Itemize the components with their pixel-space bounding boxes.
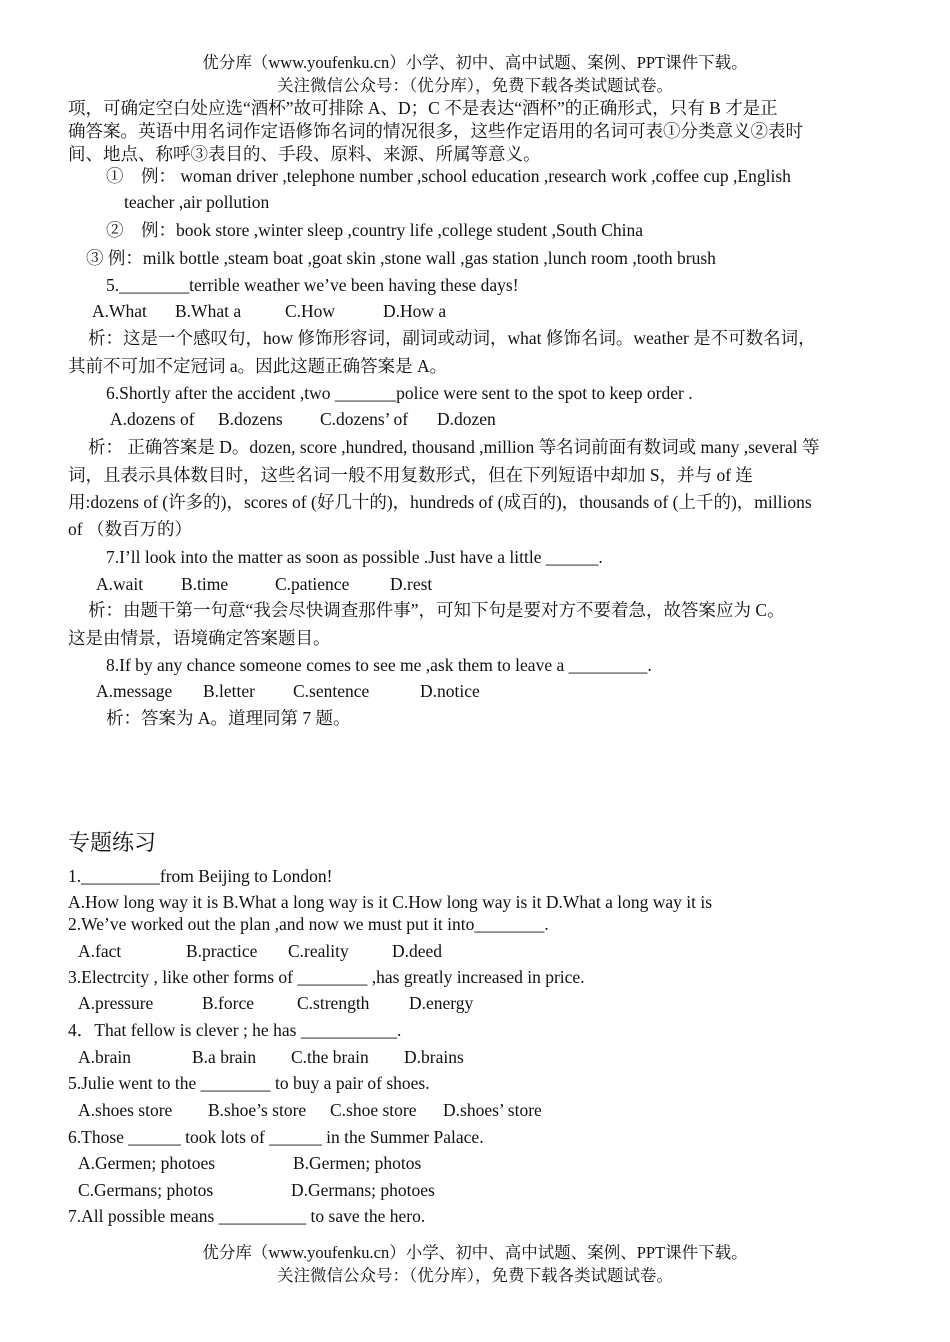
q5-option-d: D.How a	[383, 301, 447, 321]
practice-2-option-d: D.deed	[392, 941, 443, 961]
practice-6-option-b: B.Germen; photos	[293, 1153, 422, 1173]
q7-analysis: 这是由情景，语境确定答案题目。	[68, 628, 331, 648]
practice-title: 专题练习	[68, 831, 157, 856]
practice-4-option-d: D.brains	[404, 1047, 464, 1067]
practice-3-stem: 3.Electrcity , like other forms of ________ ,has greatly increased in price.	[68, 967, 585, 987]
practice-3-option-b: B.force	[202, 993, 254, 1013]
example-line: ① 例： woman driver ,telephone number ,school education ,research work ,coffee cup ,English	[106, 166, 791, 186]
q5-stem: 5.________terrible weather we’ve been having these days!	[106, 275, 519, 295]
practice-7-stem: 7.All possible means __________ to save the hero.	[68, 1206, 426, 1226]
q7-stem: 7.I’ll look into the matter as soon as possible .Just have a little ______.	[106, 547, 603, 567]
practice-1-options: A.How long way it is B.What a long way is it C.How long way is it D.What a long way it is	[68, 892, 713, 912]
q6-option-d: D.dozen	[437, 409, 496, 429]
practice-5-option-d: D.shoes’ store	[443, 1100, 542, 1120]
q6-analysis: 词，且表示具体数目时，这些名词一般不用复数形式，但在下列短语中却加 S，并与 of 连	[68, 465, 753, 485]
practice-2-stem: 2.We’ve worked out the plan ,and now we must put it into________.	[68, 914, 549, 934]
q7-option-c: C.patience	[275, 574, 350, 594]
q6-analysis: 用:dozens of (许多的)，scores of (好几十的)，hundreds of (成百的)，thousands of (上千的)，millions	[68, 492, 812, 512]
example-line: ③ 例：milk bottle ,steam boat ,goat skin ,stone wall ,gas station ,lunch room ,tooth brush	[86, 248, 716, 268]
practice-3-option-a: A.pressure	[78, 993, 154, 1013]
footer-line-1: 优分库（www.youfenku.cn）小学、初中、高中试题、案例、PPT课件下载。	[202, 1243, 748, 1262]
practice-5-option-b: B.shoe’s store	[208, 1100, 307, 1120]
q7-option-a: A.wait	[96, 574, 144, 594]
practice-4-option-c: C.the brain	[291, 1047, 369, 1067]
practice-2-option-a: A.fact	[78, 941, 122, 961]
q6-option-a: A.dozens of	[110, 409, 195, 429]
q6-option-c: C.dozens’ of	[320, 409, 409, 429]
practice-2-option-b: B.practice	[186, 941, 258, 961]
practice-5-stem: 5.Julie went to the ________ to buy a pair of shoes.	[68, 1073, 430, 1093]
practice-6-stem: 6.Those ______ took lots of ______ in the Summer Palace.	[68, 1127, 484, 1147]
header-line-2: 关注微信公众号：（优分库），免费下载各类试题试卷。	[277, 76, 673, 95]
q6-analysis: of （数百万的）	[68, 519, 192, 539]
intro-line: 间、地点、称呼③表目的、手段、原料、来源、所属等意义。	[68, 144, 541, 164]
header-line-1: 优分库（www.youfenku.cn）小学、初中、高中试题、案例、PPT课件下载。	[202, 53, 748, 72]
example-line: teacher ,air pollution	[124, 192, 270, 212]
q8-option-d: D.notice	[420, 681, 480, 701]
q5-option-b: B.What a	[175, 301, 242, 321]
q8-option-a: A.message	[96, 681, 173, 701]
practice-5-option-c: C.shoe store	[330, 1100, 417, 1120]
q7-option-d: D.rest	[390, 574, 433, 594]
q8-option-c: C.sentence	[293, 681, 370, 701]
practice-3-option-d: D.energy	[409, 993, 474, 1013]
q6-analysis: 析： 正确答案是 D。dozen, score ,hundred, thousand ,million 等名词前面有数词或 many ,several 等	[88, 437, 820, 457]
practice-1-stem: 1._________from Beijing to London!	[68, 866, 333, 886]
intro-line: 项，可确定空白处应选“酒杯”故可排除 A、D；C 不是表达“酒杯”的正确形式，只有 B 才是正	[68, 98, 778, 118]
q7-option-b: B.time	[181, 574, 229, 594]
practice-4-option-b: B.a brain	[192, 1047, 257, 1067]
q8-stem: 8.If by any chance someone comes to see me ,ask them to leave a _________.	[106, 655, 652, 675]
q7-analysis: 析：由题干第一句意“我会尽快调查那件事”，可知下句是要对方不要着急，故答案应为 C。	[88, 600, 785, 620]
q5-option-c: C.How	[285, 301, 336, 321]
practice-6-option-d: D.Germans; photoes	[291, 1180, 435, 1200]
practice-5-option-a: A.shoes store	[78, 1100, 173, 1120]
q5-analysis: 析：这是一个感叹句，how 修饰形容词，副词或动词，what 修饰名词。weather 是不可数名词，	[88, 328, 816, 348]
footer-line-2: 关注微信公众号：（优分库），免费下载各类试题试卷。	[277, 1266, 673, 1285]
practice-2-option-c: C.reality	[288, 941, 349, 961]
practice-6-option-c: C.Germans; photos	[78, 1180, 214, 1200]
q8-option-b: B.letter	[203, 681, 255, 701]
q5-analysis: 其前不可加不定冠词 a。因此这题正确答案是 A。	[68, 356, 448, 376]
practice-6-option-a: A.Germen; photoes	[78, 1153, 216, 1173]
q6-stem: 6.Shortly after the accident ,two _______police were sent to the spot to keep order .	[106, 383, 693, 403]
practice-3-option-c: C.strength	[297, 993, 370, 1013]
intro-line: 确答案。英语中用名词作定语修饰名词的情况很多，这些作定语用的名词可表①分类意义②表时	[68, 121, 803, 141]
practice-4-stem: 4．That fellow is clever ; he has ___________.	[68, 1020, 402, 1040]
practice-4-option-a: A.brain	[78, 1047, 131, 1067]
q8-analysis: 析：答案为 A。道理同第 7 题。	[106, 708, 351, 728]
q6-option-b: B.dozens	[218, 409, 283, 429]
q5-option-a: A.What	[92, 301, 147, 321]
example-line: ② 例：book store ,winter sleep ,country life ,college student ,South China	[106, 220, 644, 240]
